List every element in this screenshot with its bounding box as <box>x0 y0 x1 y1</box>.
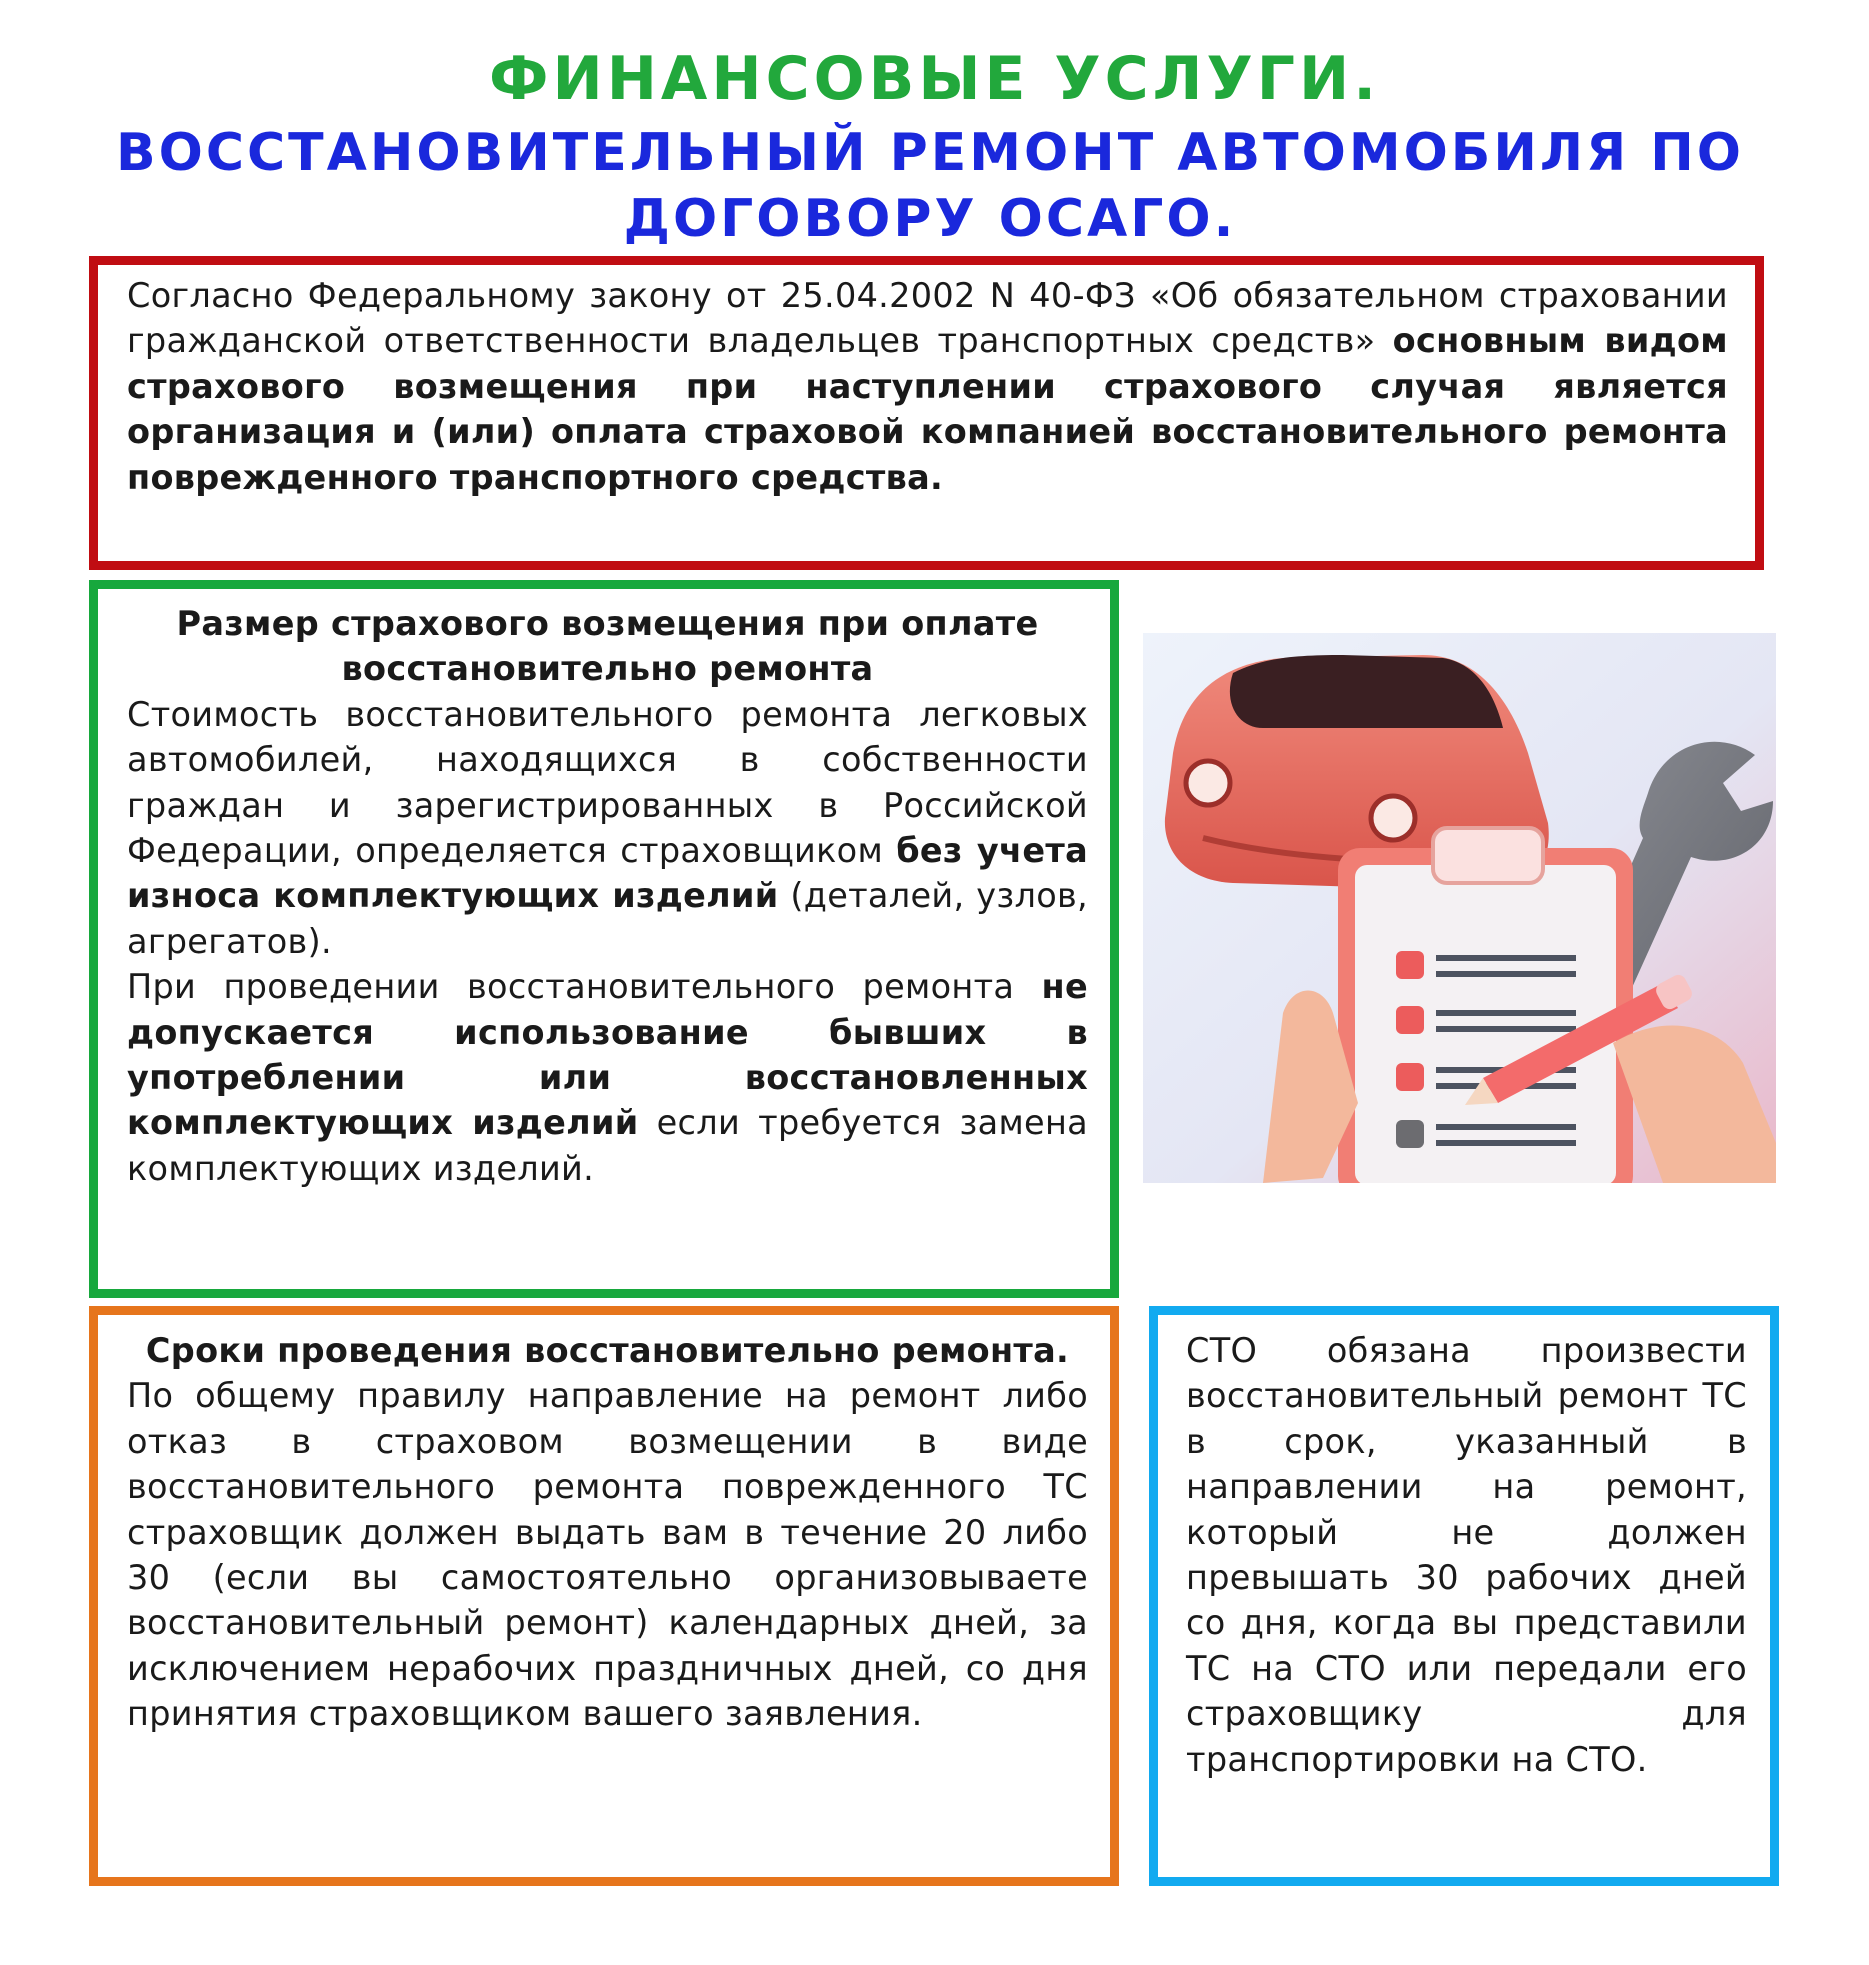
compensation-paragraph-2 <box>127 964 1088 1191</box>
page-title: ФИНАНСОВЫЕ УСЛУГИ. <box>488 44 1381 114</box>
terms-text <box>127 1328 1088 1737</box>
compensation-text <box>127 601 1088 1191</box>
terms-body: По общему правилу направление на ремонт либо отказ в страховом возмещении в виде восстановительного ремонта поврежденного ТС страховщик должен выдать вам в течение 20 либо 30 (если вы самостоятельно организовываете восстановительный ремонт) календарных дней, за исключением нерабочих праздничных дней, со дня принятия страховщиком вашего заявления. <box>127 1376 1088 1734</box>
compensation-p2-bold: не допускается использование бывших в употреблении или восстановленных комплектующих изделий <box>127 967 1088 1143</box>
intro-bold: основным видом страхового возмещения при наступлении страхового случая является организация и (или) оплата страховой компанией восстановительного ремонта поврежденного транспортного средства. <box>127 321 1728 497</box>
intro-text <box>127 273 1728 500</box>
service-text: СТО обязана произвести восстановительный ремонт ТС в срок, указанный в направлении на ремонт, который не должен превышать 30 рабочих дней со дня, когда вы представили ТС на СТО или передали его страховщику для транспортировки на СТО. <box>1186 1331 1747 1779</box>
clipboard-checklist-icon <box>1338 828 1633 1183</box>
compensation-paragraph-1 <box>127 692 1088 964</box>
intro-plain: Согласно Федеральному закону от 25.04.2002 N 40-ФЗ «Об обязательном страховании гражданской ответственности владельцев транспортных средств» <box>127 276 1728 361</box>
compensation-heading: Размер страхового возмещения при оплате восстановительно ремонта <box>176 604 1039 689</box>
page-subtitle: ВОССТАНОВИТЕЛЬНЫЙ РЕМОНТ АВТОМОБИЛЯ ПО ДОГОВОРУ ОСАГО. <box>116 123 1744 249</box>
car-repair-illustration <box>1143 633 1776 1183</box>
compensation-p1-bold: без учета износа комплектующих изделий <box>127 831 1088 916</box>
compensation-p2-end: если требуется замена комплектующих изделий. <box>127 1103 1088 1188</box>
compensation-p1-plain: Стоимость восстановительного ремонта легковых автомобилей, находящихся в собственности граждан и зарегистрированных в Российской Федерации, определяется страховщиком <box>127 694 1088 871</box>
terms-heading: Сроки проведения восстановительно ремонта. <box>145 1331 1070 1370</box>
compensation-p2-plain: При проведении восстановительного ремонта <box>127 967 1042 1007</box>
compensation-p1-end: (деталей, узлов, агрегатов). <box>127 876 1088 961</box>
